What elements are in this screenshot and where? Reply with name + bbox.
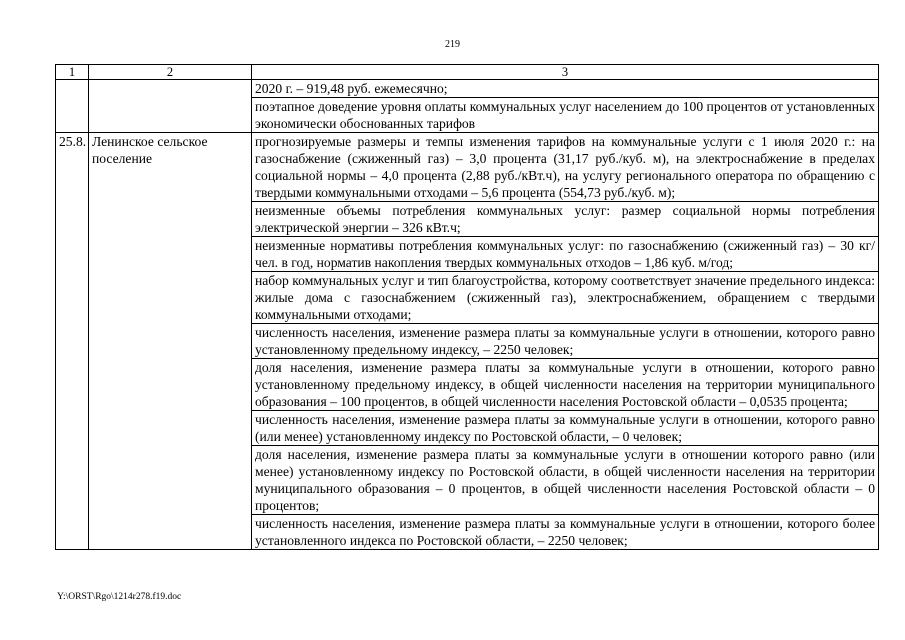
header-col-1: 1	[56, 65, 89, 80]
paragraph: численность населения, изменение размера платы за коммунальные услуги в отношении, которого более установленного индекса по Ростовской области, – 2250 человек;	[252, 514, 878, 549]
paragraph: неизменные нормативы потребления коммунальных услуг: по газоснабжению (сжиженный газ) – 30 кг/чел. в год, норматив накопления твердых коммунальных отходов – 1,86 куб. м/год;	[252, 236, 878, 271]
paragraph: численность населения, изменение размера платы за коммунальные услуги в отношении, которого равно (или менее) установленному индексу по Ростовской области, – 0 человек;	[252, 410, 878, 445]
row-number-cell: 25.8.	[56, 133, 89, 550]
paragraph: прогнозируемые размеры и темпы изменения тарифов на коммунальные услуги с 1 июля 2020 г.: на газоснабжение (сжиженный газ) – 3,0 процента (31,17 руб./куб. м), на электроснабжение в пределах социальной нормы – 4,0 процента (2,88 руб./кВт.ч), на услугу регионального оператора по обращению с твердыми коммунальными отходами – 5,6 процента (554,73 руб./куб. м);	[255, 134, 875, 200]
table-row-leninskoe	[56, 133, 879, 550]
page-number: 219	[445, 39, 460, 50]
header-col-3: 3	[252, 65, 879, 80]
row-content-cell	[252, 133, 879, 550]
row-content-cell	[252, 80, 879, 133]
table-row-continued	[56, 80, 879, 133]
paragraph: набор коммунальных услуг и тип благоустройства, которому соответствует значение предельного индекса: жилые дома с газоснабжением (сжиженный газ), электроснабжением, обращением с твердыми коммунальными отходами;	[252, 271, 878, 323]
row-name-cell: Ленинское сельское поселение	[89, 133, 252, 550]
footer-file-path: Y:\ORST\Rgo\1214r278.f19.doc	[57, 592, 182, 602]
paragraph: неизменные объемы потребления коммунальных услуг: размер социальной нормы потребления электрической энергии – 326 кВт.ч;	[252, 201, 878, 236]
header-col-2: 2	[89, 65, 252, 80]
paragraph: 2020 г. – 919,48 руб. ежемесячно;	[255, 81, 448, 96]
row-number-cell	[56, 80, 89, 133]
table-header-row	[56, 65, 879, 80]
document-table	[55, 64, 879, 550]
paragraph: доля населения, изменение размера платы за коммунальные услуги в отношении, которого равно установленному предельному индексу, в общей численности населения на территории муниципального образования – 100 процентов, в общей численности населения Ростовской области – 0,0535 процента;	[252, 358, 878, 410]
paragraph: поэтапное доведение уровня оплаты коммунальных услуг населением до 100 процентов от установленных экономически обоснованных тарифов	[252, 97, 878, 132]
paragraph: численность населения, изменение размера платы за коммунальные услуги в отношении, которого равно установленному предельному индексу, – 2250 человек;	[252, 323, 878, 358]
row-name-cell	[89, 80, 252, 133]
paragraph: доля населения, изменение размера платы за коммунальные услуги в отношении которого равно (или менее) установленному индексу по Ростовской области, в общей численности населения на территории муниципального образования – 0 процентов, в общей численности населения Ростовской области – 0 процентов;	[252, 445, 878, 514]
